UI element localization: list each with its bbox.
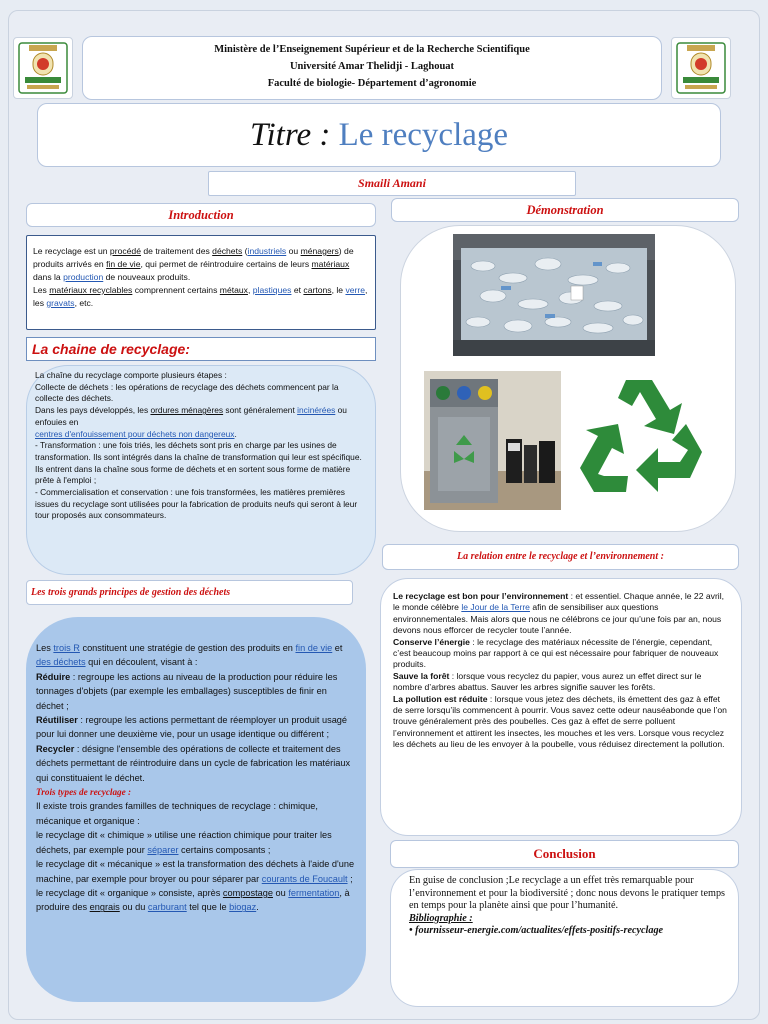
principes-text: et	[332, 643, 343, 653]
intro-text: ,	[247, 285, 253, 295]
link-metaux[interactable]: métaux	[219, 285, 248, 295]
demonstration-heading: Démonstration	[391, 198, 739, 222]
demonstration-box	[400, 225, 736, 532]
types-heading: Trois types de recyclage :	[36, 787, 132, 798]
type-organique	[36, 886, 356, 915]
types-intro: Il existe trois grandes familles de techniques de recyclage : chimique, mécanique et organique :	[36, 801, 318, 826]
link-materiaux[interactable]: matériaux	[311, 259, 350, 269]
type-chimique	[36, 828, 356, 857]
type-text: le recyclage dit « organique » consiste, après	[36, 887, 223, 898]
link-biogaz[interactable]: biogaz	[229, 902, 257, 913]
link-engrais[interactable]: engrais	[89, 902, 120, 913]
university-logo-right	[671, 37, 731, 99]
link-production[interactable]: production	[63, 272, 104, 282]
conclusion-heading: Conclusion	[390, 840, 739, 868]
intro-text: de traitement des	[140, 246, 213, 256]
bibliography-item: • fournisseur-energie.com/actualites/effets-positifs-recyclage	[409, 925, 664, 937]
relation-label: Le recyclage est bon pour l’environnement	[393, 591, 569, 601]
principe-recycler	[36, 742, 356, 785]
intro-text: Le recyclage est un	[33, 246, 110, 256]
university-emblem-icon	[17, 41, 69, 95]
type-text: tel que le	[186, 902, 230, 913]
type-text: le recyclage dit « chimique » utilise une réaction chimique pour traiter les déchets, par exemple pour	[36, 830, 332, 855]
university-logo-left	[13, 37, 73, 99]
introduction-heading: Introduction	[26, 203, 376, 227]
link-des-dechets[interactable]: des déchets	[36, 657, 86, 668]
link-fermentation[interactable]: fermentation	[288, 887, 340, 898]
principe-label: Recycler	[36, 743, 75, 754]
link-separer[interactable]: séparer	[147, 844, 179, 855]
link-compostage[interactable]: compostage	[222, 887, 273, 898]
intro-text: ou	[286, 246, 301, 256]
link-procede[interactable]: procédé	[109, 246, 141, 256]
chaine-text: Dans les pays développés, les	[35, 405, 151, 416]
principe-label: Réduire	[36, 671, 71, 682]
link-fin-de-vie-2[interactable]: fin de vie	[295, 643, 333, 653]
link-carburant[interactable]: carburant	[147, 902, 187, 913]
intro-text: de nouveaux produits.	[103, 272, 191, 282]
introduction-box	[26, 235, 376, 330]
intro-text: ) de produits arrivés en	[33, 246, 354, 269]
relation-text: : lorsque vous recyclez du papier, vous aurez un effet direct sur le nombre d’arbres abattus. Sauver les arbres signifie sauver les forêts.	[393, 670, 702, 693]
university-line: Université Amar Thelidji - Laghouat	[289, 61, 455, 72]
principe-text: : regroupe les actions permettant de réemployer un produit usagé pour lui donner une deuxième vie, pour un usage identique ou différent ;	[36, 715, 348, 740]
conclusion-text: En guise de conclusion ;Le recyclage a un effet très remarquable pour l’environnement et pour la biodiversité ; donc nous devons le pratiquer temps en temps pour la planète ainsi que pour l’humanité.	[409, 875, 726, 912]
relation-label: La pollution est réduite	[393, 693, 488, 704]
chaine-collecte: Collecte de déchets : les opérations de recyclage des déchets commencent par la collecte des déchets.	[35, 381, 339, 404]
university-emblem-icon	[675, 41, 727, 95]
intro-text: et	[291, 285, 304, 295]
title-text: Le recyclage	[338, 117, 509, 153]
chaine-intro: La chaîne du recyclage comporte plusieurs étapes :	[35, 370, 227, 380]
intro-text: dans la	[33, 272, 64, 282]
relation-pollution	[393, 694, 729, 751]
link-incinerees[interactable]: incinérées	[297, 405, 336, 416]
recycling-bins-photo	[424, 371, 561, 510]
principe-reutiliser	[36, 713, 356, 742]
link-dechets[interactable]: déchets	[212, 246, 243, 256]
principes-box	[26, 617, 366, 1002]
link-verre[interactable]: verre	[345, 285, 366, 295]
intro-text: comprennent certains	[132, 285, 220, 295]
type-text: .	[256, 902, 259, 913]
plastic-bottles-bales-photo	[453, 234, 655, 356]
link-jour-de-la-terre[interactable]: le Jour de la Terre	[461, 602, 530, 613]
conclusion-box	[390, 869, 739, 1007]
link-industriels[interactable]: industriels	[247, 246, 287, 256]
ministry-line: Ministère de l’Enseignement Supérieur et de la Recherche Scientifique	[214, 44, 530, 55]
intro-text: , qui permet de réintroduire certains de leurs	[140, 259, 312, 269]
principes-heading: Les trois grands principes de gestion des déchets	[26, 580, 353, 605]
chaine-heading: La chaine de recyclage:	[26, 337, 376, 361]
poster-title	[37, 103, 721, 167]
relation-text: : et essentiel. Chaque année, le 22 avril, le monde célèbre	[393, 591, 725, 613]
faculty-line: Faculté de biologie- Département d’agronomie	[267, 78, 477, 89]
relation-label: Conserve l’énergie	[393, 636, 470, 647]
principe-reduire	[36, 670, 356, 713]
chaine-text: sont généralement	[223, 405, 298, 416]
bibliography-heading: Bibliographie :	[409, 912, 473, 924]
chaine-pays	[35, 405, 367, 440]
type-mecanique	[36, 857, 356, 886]
link-courants-foucault[interactable]: courants de Foucault	[261, 873, 348, 884]
principe-label: Réutiliser	[36, 715, 78, 726]
relation-text: : le recyclage des matériaux nécessite de l’énergie, cependant, c’est beaucoup moins par rapport à ce qui est nécessaire pour fabriquer de nouveaux produits.	[393, 636, 719, 670]
principes-text: constituent une stratégie de gestion des produits en	[79, 643, 296, 653]
link-trois-r[interactable]: trois R	[53, 643, 80, 653]
chaine-text: .	[234, 428, 237, 439]
chaine-text: ou enfouies en	[35, 405, 347, 427]
relation-energie	[393, 637, 729, 671]
intro-text: (	[242, 246, 248, 256]
relation-heading: La relation entre le recyclage et l’environnement :	[382, 544, 739, 570]
principe-text: : désigne l'ensemble des opérations de collecte et traitement des déchets permettant de réintroduire dans un cycle de fabrication les matériaux qui constituaient le déchet.	[36, 743, 351, 783]
title-prefix: Titre :	[249, 117, 339, 153]
relation-label: Sauve la forêt	[393, 670, 450, 681]
link-materiaux-recyclables[interactable]: matériaux recyclables	[49, 285, 133, 295]
link-ordures-menageres[interactable]: ordures ménagères	[150, 405, 224, 416]
recycle-symbol-icon	[574, 370, 719, 502]
intro-text: , les	[33, 285, 368, 308]
link-gravats[interactable]: gravats	[46, 298, 75, 308]
type-text: certains composants ;	[178, 844, 271, 855]
link-centres-enfouissement[interactable]: centres d'enfouissement pour déchets non dangereux	[35, 428, 235, 439]
relation-text: : lorsque vous jetez des déchets, ils émettent des gaz à effet de serre lorsqu’ils commencent à pourrir. Vous savez cette odeur nauséabonde que l’on trouve généralement près des poubelles. Ces gaz à effet de serre polluent l’environnement et attirent les insectes, les mouches et les vers. Lorsque vous recyclez les déchets au lieu de les envoyer à la poubelle, vous réduisez directement la pollution.	[393, 693, 727, 750]
principes-text: qui en découlent, visant à :	[85, 657, 198, 668]
relation-foret	[393, 671, 729, 694]
link-plastiques[interactable]: plastiques	[252, 285, 292, 295]
institution-header	[82, 36, 662, 100]
type-text: le recyclage dit « mécanique » est la transformation des déchets à l'aide d'une machine, par exemple pour broyer ou pour séparer par	[36, 859, 355, 884]
relation-text: afin de sensibiliser aux questions environnementales. Mais alors que nous ne célébrons ce jour qu’une fois par an, nous devons nous efforcer de recycler toute l’année.	[393, 602, 722, 636]
type-text: , à produire des	[36, 887, 350, 913]
principes-intro	[36, 641, 356, 670]
link-menagers[interactable]: ménagers	[300, 246, 339, 256]
intro-text: , etc.	[74, 298, 94, 308]
principe-text: : regroupe les actions au niveau de la production pour réduire les tonnages d'objets (par exemple les emballages) susceptibles de finir en déchet ;	[36, 671, 338, 711]
chaine-transformation: - Transformation : une fois triés, les déchets sont pris en charge par les usines de transformation. Ils sont intégrés dans la chaîne de transformation qui leur est spécifique. Ils entrent dans la chaîne sous forme de déchets et en sortent sous forme de matière prête à l'emploi ;	[35, 440, 362, 486]
type-text: ou du	[119, 902, 148, 913]
intro-text: Les	[33, 285, 50, 295]
type-text: ;	[347, 873, 353, 884]
link-fin-de-vie[interactable]: fin de vie	[106, 259, 141, 269]
type-text: ou	[272, 887, 289, 898]
relation-bon	[393, 591, 729, 637]
relation-box	[380, 578, 742, 836]
author-name: Smaili Amani	[208, 171, 576, 196]
chaine-commercialisation: - Commercialisation et conservation : une fois transformées, les matières premières issues du recyclage sont utilisées pour la fabrication de produits neufs qui seront à leur tour proposés aux consommateurs.	[35, 487, 358, 521]
link-cartons[interactable]: cartons	[303, 285, 332, 295]
principes-text: Les	[36, 643, 54, 653]
chaine-box	[26, 365, 376, 575]
intro-text: , le	[331, 285, 346, 295]
